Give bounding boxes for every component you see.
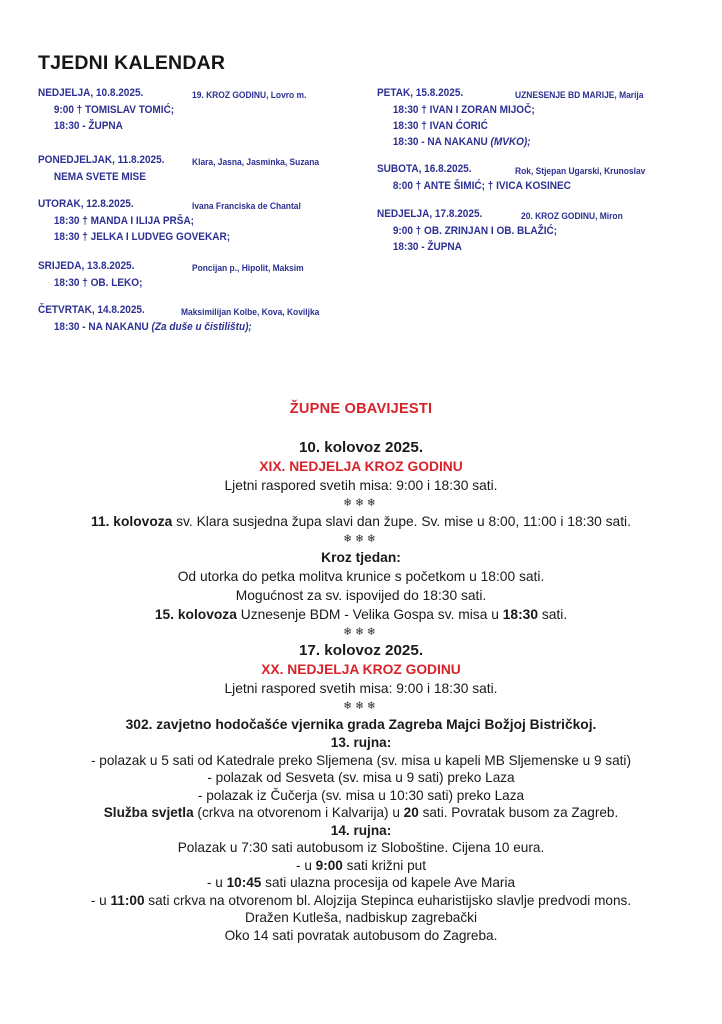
calendar-day <box>38 260 368 304</box>
feast-text: sv. Klara susjedna župa slavi dan župe. Sv. mise u 8:00, 11:00 i 18:30 sati. <box>172 514 631 529</box>
mass-text: 18:30 † IVAN I ZORAN MIJOČ; <box>392 104 535 116</box>
mass-text: 18:30 † MANDA I ILIJA PRŠA; <box>53 215 195 227</box>
sunday-date: 10. kolovoz 2025. <box>298 439 424 456</box>
feast-text: Uznesenje BDM - Velika Gospa sv. misa u <box>236 607 503 622</box>
day-saint: Klara, Jasna, Jasminka, Suzana <box>192 156 320 167</box>
day-header <box>38 87 368 104</box>
day-header <box>38 304 368 321</box>
sunday-date: 17. kolovoz 2025. <box>298 642 424 659</box>
day-saint: Poncijan p., Hipolit, Maksim <box>192 262 304 273</box>
day-saint: UZNESENJE BD MARIJE, Marija <box>515 89 644 100</box>
day-saint: Maksimilijan Kolbe, Kova, Koviljka <box>181 306 320 317</box>
line-time: 9:00 <box>315 857 343 873</box>
calendar-title: TJEDNI KALENDAR <box>38 52 226 74</box>
pilgrimage-title: 302. zavjetno hodočašće vjernika grada Zagreba Majci Božjoj Bistričkoj. <box>125 717 597 732</box>
calendar-day <box>38 198 368 260</box>
mass-entry <box>377 241 667 257</box>
mass-entry <box>377 104 667 120</box>
week-rosary: Od utorka do petka molitva krunice s početkom u 18:00 sati. <box>177 569 545 584</box>
calendar-day <box>377 163 707 208</box>
day-header <box>38 260 368 277</box>
day-date: SUBOTA, 16.8.2025. <box>377 163 472 175</box>
light-service-text: (crkva na otvorenom i Kalvarija) u <box>193 805 404 820</box>
mass-text: 8:00 † ANTE ŠIMIĆ; † IVICA KOSINEC <box>392 180 571 192</box>
pilgrimage-line <box>0 874 722 892</box>
line-time: 10:45 <box>226 875 262 890</box>
separator-snowflakes: ❄❄❄ <box>343 497 379 509</box>
sunday-name: XX. NEDJELJA KROZ GODINU <box>261 662 461 677</box>
day-saint: 19. KROZ GODINU, Lovro m. <box>192 89 307 100</box>
pilgrimage-line: - polazak od Sesveta (sv. misa u 9 sati) preko Laza <box>207 770 515 785</box>
mass-entry <box>38 215 328 231</box>
separator-snowflakes: ❄❄❄ <box>343 533 379 545</box>
light-service-time: 20 <box>403 805 419 820</box>
day-saint: 20. KROZ GODINU, Miron <box>521 210 623 221</box>
pilgrimage-line: Dražen Kutleša, nadbiskup zagrebački <box>245 910 477 925</box>
mass-text: 18:30 - NA NAKANU <box>53 321 152 333</box>
mass-text: NEMA SVETE MISE <box>53 171 146 183</box>
mass-entry <box>377 180 667 196</box>
feast-date: 15. kolovoza <box>154 607 237 622</box>
mass-entry <box>38 171 328 187</box>
pilgrimage-line <box>0 857 722 875</box>
mass-text: 9:00 † OB. ZRINJAN I OB. BLAŽIĆ; <box>392 225 558 237</box>
day-header <box>38 198 368 215</box>
mass-text: 9:00 † TOMISLAV TOMIĆ; <box>53 104 175 116</box>
mass-entry <box>38 277 328 293</box>
pilgrimage-line: Oko 14 sati povratak autobusom do Zagreba. <box>224 927 498 943</box>
pilgrimage-day-2: 14. rujna: <box>330 822 392 838</box>
day-saint: Rok, Stjepan Ugarski, Krunoslav <box>515 165 646 176</box>
day-header <box>377 208 707 225</box>
day-header <box>38 154 368 171</box>
feast-time: 18:30 <box>502 607 539 622</box>
mass-text: 18:30 - ŽUPNA <box>53 120 123 132</box>
mass-entry <box>38 321 328 337</box>
line-text: sati crkva na otvorenom bl. Alojzija Stepinca euharistijsko slavlje predvodi mons. <box>144 892 632 908</box>
week-confession: Mogućnost za sv. ispovijed do 18:30 sati. <box>235 588 487 603</box>
day-date: PETAK, 15.8.2025. <box>377 87 464 99</box>
parish-announcements <box>0 398 722 944</box>
line-time: 11:00 <box>110 892 145 908</box>
mass-text: 18:30 - NA NAKANU <box>392 136 491 148</box>
mass-entry <box>38 104 328 120</box>
calendar-column-right <box>377 87 707 270</box>
calendar-column-left <box>38 87 368 340</box>
mass-text: 18:30 - ŽUPNA <box>392 241 462 253</box>
day-date: PONEDJELJAK, 11.8.2025. <box>38 154 165 166</box>
day-header <box>377 163 707 180</box>
mass-entry <box>377 225 667 241</box>
pilgrimage-line: - polazak iz Čučerja (sv. misa u 10:30 sati) preko Laza <box>197 787 525 803</box>
line-prefix: - u <box>90 892 111 908</box>
mass-text: 18:30 † IVAN ĆORIĆ <box>392 120 488 132</box>
day-date: NEDJELJA, 17.8.2025. <box>377 208 483 220</box>
mass-entry <box>377 136 667 152</box>
pilgrimage-light-service <box>0 804 722 822</box>
week-heading: Kroz tjedan: <box>321 550 401 565</box>
day-header <box>377 87 707 104</box>
day-saint: Ivana Franciska de Chantal <box>192 200 301 211</box>
line-text: sati križni put <box>342 857 426 873</box>
feast-klara <box>0 512 722 531</box>
separator-snowflakes: ❄❄❄ <box>343 700 379 712</box>
mass-text: 18:30 † OB. LEKO; <box>53 277 143 289</box>
mass-entry <box>377 120 667 136</box>
calendar-day <box>377 87 707 163</box>
pilgrimage-day-1: 13. rujna: <box>330 735 392 750</box>
calendar-day <box>38 154 368 198</box>
sunday-name: XIX. NEDJELJA KROZ GODINU <box>259 459 463 474</box>
mass-text: 18:30 † JELKA I LUDVEG GOVEKAR; <box>53 231 231 243</box>
feast-date: 11. kolovoza <box>91 514 173 529</box>
feast-suffix: sati. <box>538 607 568 622</box>
line-text: sati ulazna procesija od kapele Ave Maria <box>261 875 516 890</box>
pilgrimage-line: Polazak u 7:30 sati autobusom iz Sloboštine. Cijena 10 eura. <box>177 840 545 855</box>
light-service-label: Služba svjetla <box>103 805 194 820</box>
day-date: SRIJEDA, 13.8.2025. <box>38 260 135 272</box>
mass-note: (MVKO); <box>490 136 531 148</box>
announcements-title: ŽUPNE OBAVIJESTI <box>289 401 433 417</box>
light-service-suffix: sati. Povratak busom za Zagreb. <box>418 805 619 820</box>
feast-assumption <box>0 605 722 624</box>
day-date: NEDJELJA, 10.8.2025. <box>38 87 144 99</box>
calendar-day <box>377 208 707 270</box>
mass-note: (Za duše u čistilištu); <box>151 321 252 333</box>
mass-schedule: Ljetni raspored svetih misa: 9:00 i 18:30 sati. <box>224 478 498 493</box>
pilgrimage-line: - polazak u 5 sati od Katedrale preko Sljemena (sv. misa u kapeli MB Sljemenske u 9 sati) <box>91 752 631 768</box>
day-date: ČETVRTAK, 14.8.2025. <box>38 304 145 316</box>
line-prefix: - u <box>296 857 316 873</box>
mass-entry <box>38 120 328 136</box>
mass-entry <box>38 231 328 247</box>
day-date: UTORAK, 12.8.2025. <box>38 198 134 210</box>
calendar-day <box>38 87 368 154</box>
separator-snowflakes: ❄❄❄ <box>343 626 379 638</box>
calendar-day <box>38 304 368 340</box>
mass-schedule: Ljetni raspored svetih misa: 9:00 i 18:30 sati. <box>224 681 498 696</box>
line-prefix: - u <box>206 875 227 890</box>
pilgrimage-line <box>0 892 722 910</box>
